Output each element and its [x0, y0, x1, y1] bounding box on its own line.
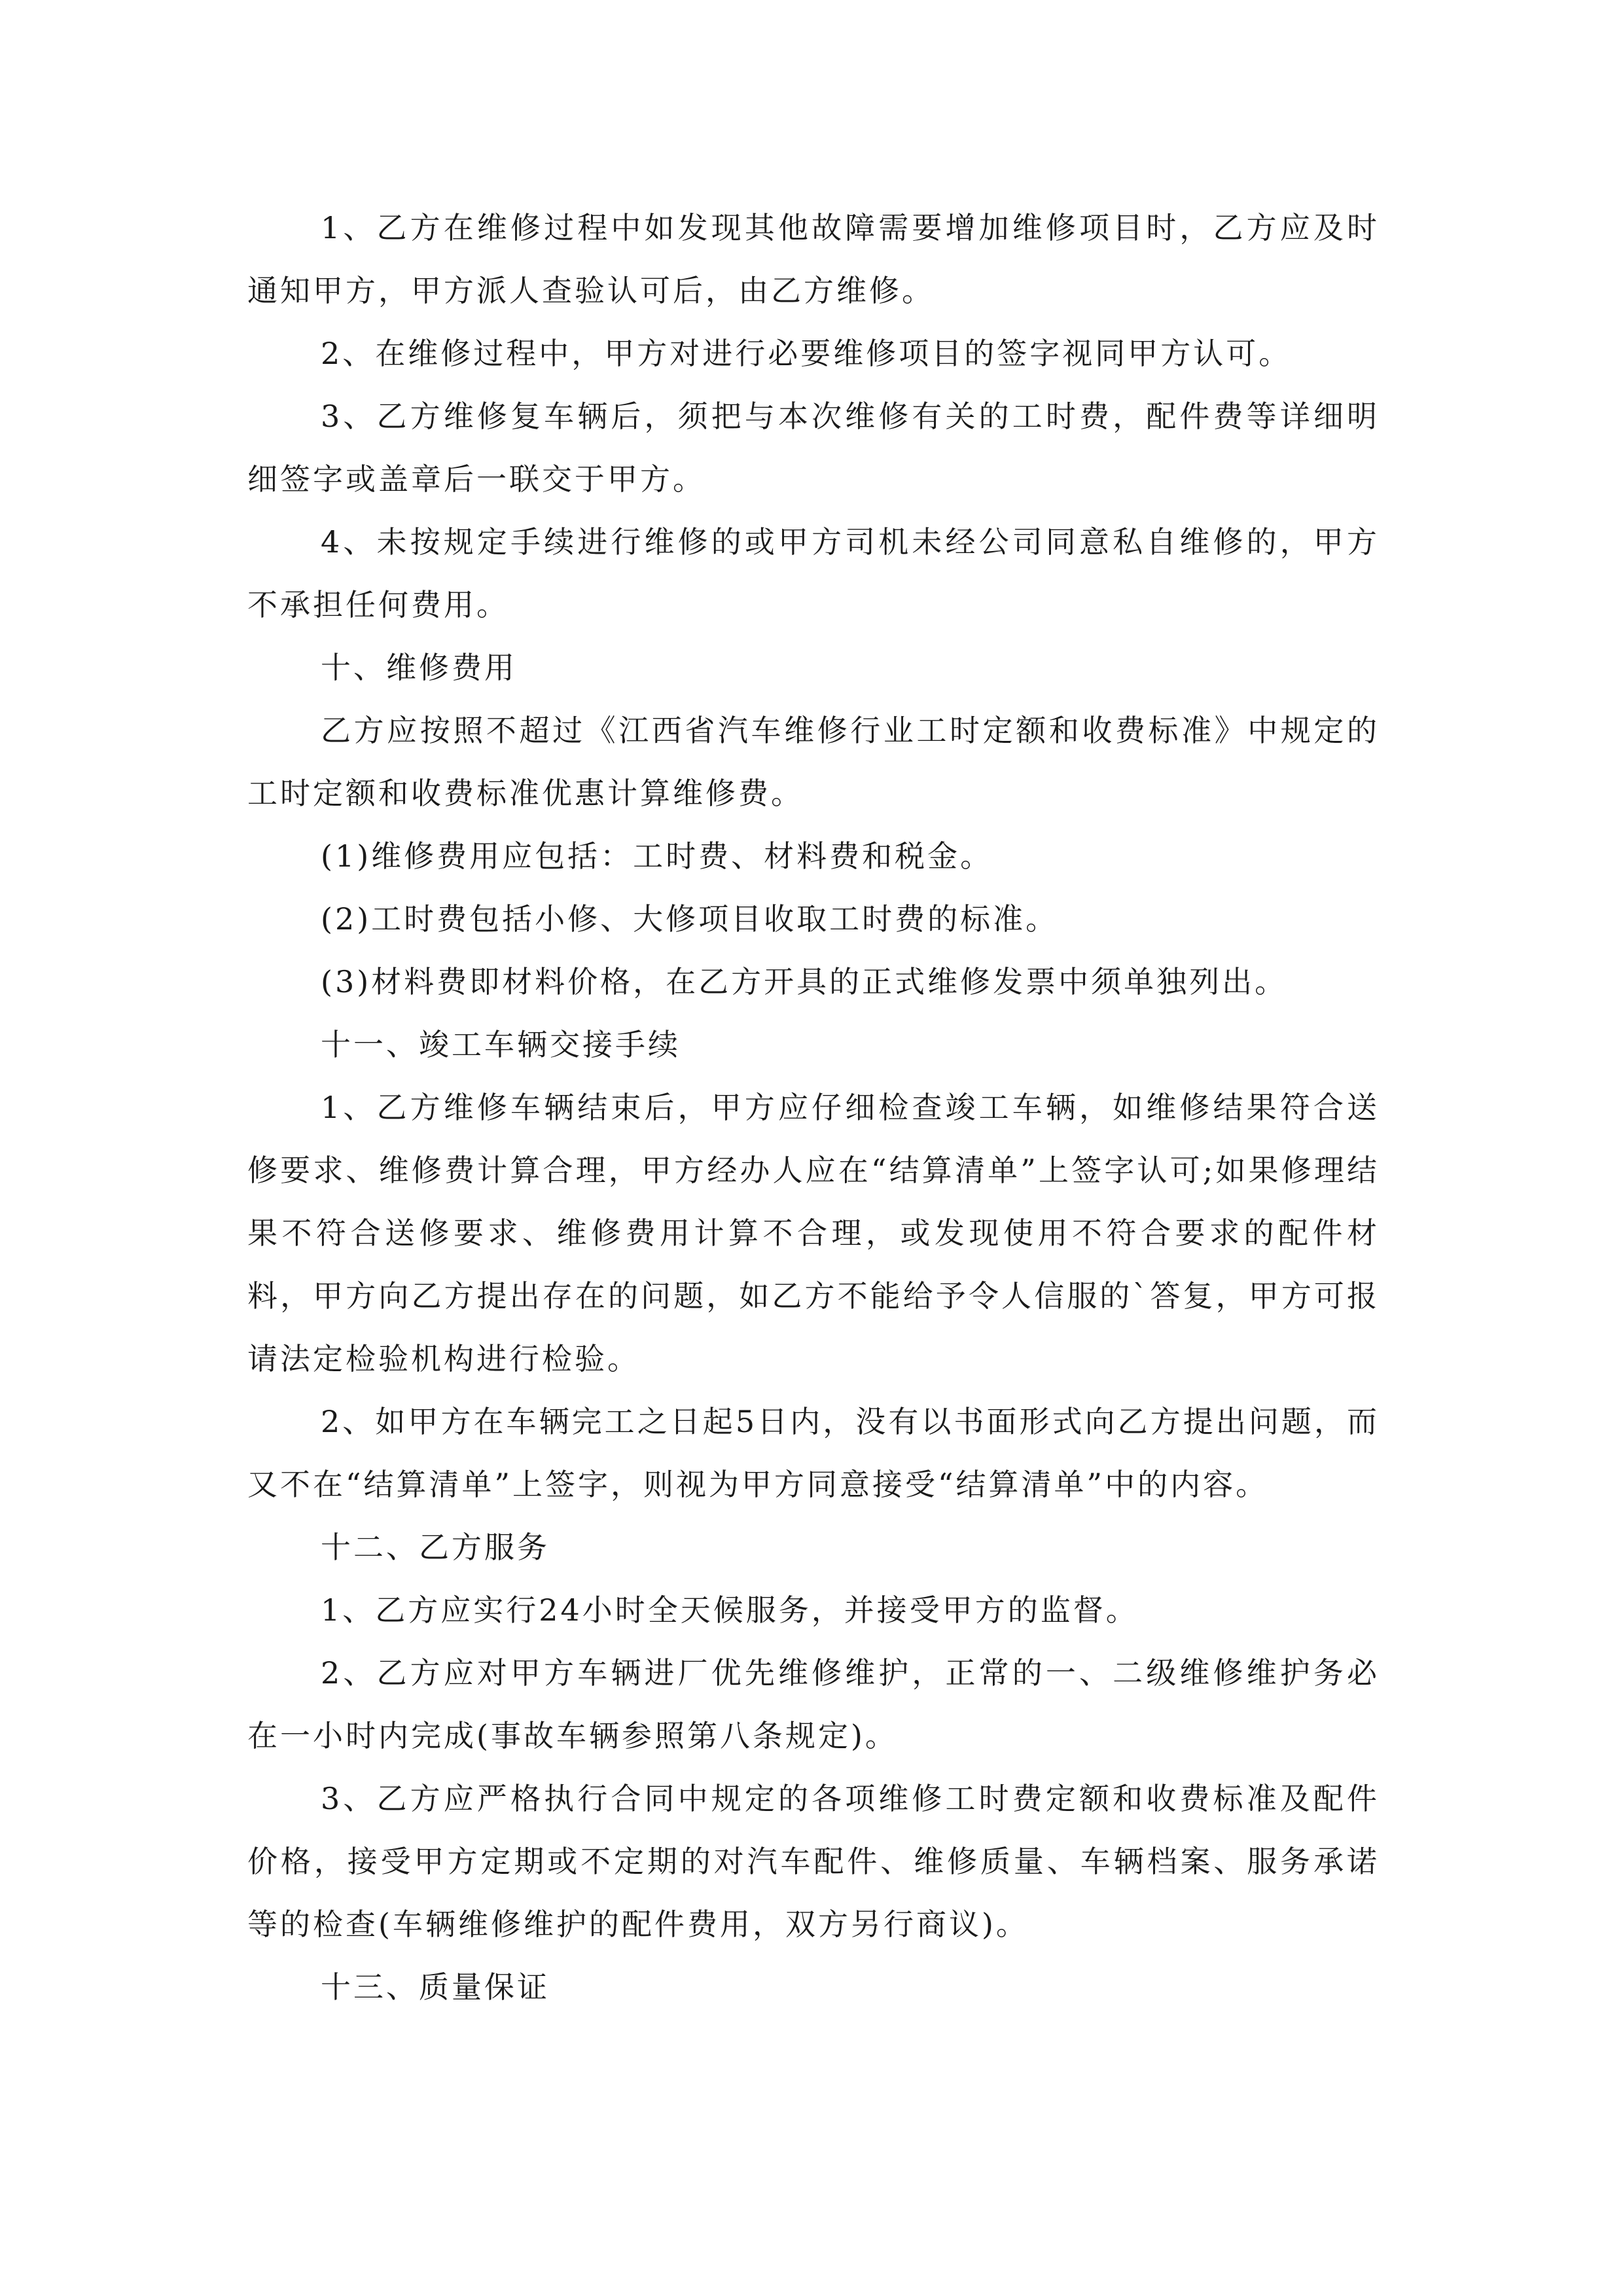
paragraph-fee-1: (1)维修费用应包括：工时费、材料费和税金。: [321, 838, 993, 874]
section-heading-13: 十三、质量保证: [321, 1969, 550, 2005]
section-heading-12: 十二、乙方服务: [321, 1530, 550, 1565]
paragraph-service-3: 3、乙方应严格执行合同中规定的各项维修工时费定额和收费标准及配件价格，接受甲方定期或不定期的对汽车配件、维修质量、车辆档案、服务承诺等的检查(车辆维修维护的配件费用，双方另行商议)。: [247, 1781, 1380, 1942]
paragraph-service-1: 1、乙方应实行24小时全天候服务，并接受甲方的监督。: [321, 1592, 1139, 1628]
paragraph-handover-1: 1、乙方维修车辆结束后，甲方应仔细检查竣工车辆，如维修结果符合送修要求、维修费计算合理，甲方经办人应在“结算清单”上签字认可;如果修理结果不符合送修要求、维修费用计算不合理，或发现使用不符合要求的配件材料，甲方向乙方提出存在的问题，如乙方不能给予令人信服的`答复，甲方可报请法定检验机构进行检验。: [247, 1090, 1380, 1376]
paragraph-service-2: 2、乙方应对甲方车辆进厂优先维修维护，正常的一、二级维修维护务必在一小时内完成(事故车辆参照第八条规定)。: [247, 1655, 1380, 1753]
section-heading-11: 十一、竣工车辆交接手续: [321, 1027, 681, 1062]
paragraph-item-2: 2、在维修过程中，甲方对进行必要维修项目的签字视同甲方认可。: [321, 336, 1292, 371]
paragraph-item-4: 4、未按规定手续进行维修的或甲方司机未经公司同意私自维修的，甲方不承担任何费用。: [247, 524, 1380, 622]
paragraph-repair-fee-intro: 乙方应按照不超过《江西省汽车维修行业工时定额和收费标准》中规定的工时定额和收费标准优惠计算维修费。: [247, 713, 1380, 811]
section-heading-10: 十、维修费用: [321, 650, 517, 685]
paragraph-handover-2: 2、如甲方在车辆完工之日起5日内，没有以书面形式向乙方提出问题，而又不在“结算清单”上签字，则视为甲方同意接受“结算清单”中的内容。: [247, 1404, 1380, 1502]
paragraph-item-1: 1、乙方在维修过程中如发现其他故障需要增加维修项目时，乙方应及时通知甲方，甲方派人查验认可后，由乙方维修。: [247, 210, 1380, 308]
document-body: [247, 196, 1380, 2018]
paragraph-item-3: 3、乙方维修复车辆后，须把与本次维修有关的工时费，配件费等详细明细签字或盖章后一联交于甲方。: [247, 399, 1380, 497]
paragraph-fee-2: (2)工时费包括小修、大修项目收取工时费的标准。: [321, 901, 1059, 937]
paragraph-fee-3: (3)材料费即材料价格，在乙方开具的正式维修发票中须单独列出。: [321, 964, 1288, 999]
